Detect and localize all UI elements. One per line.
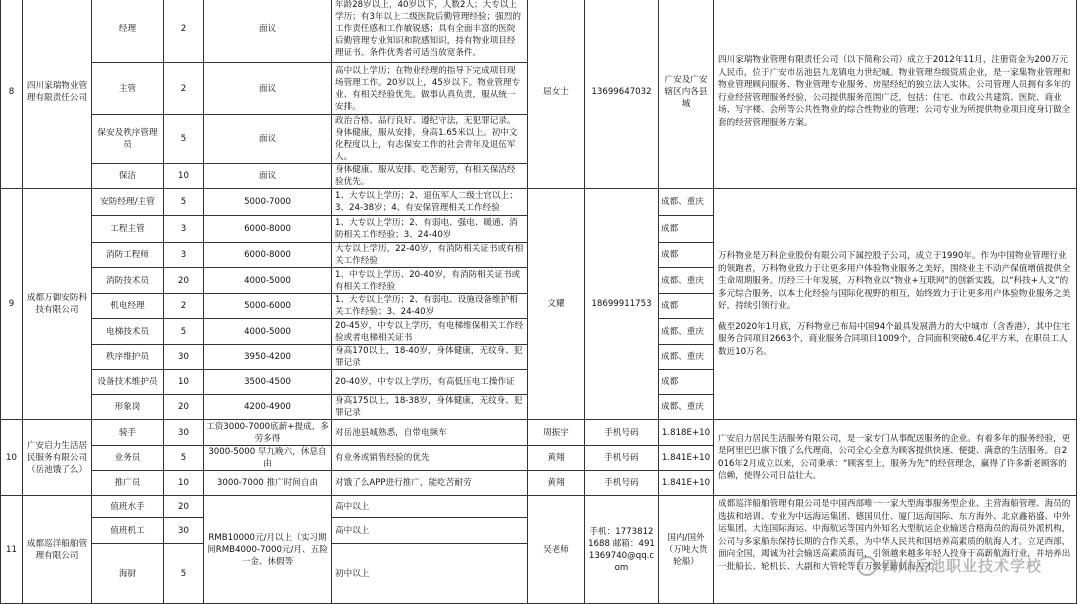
job-title: 消防工程师 (92, 243, 164, 268)
job-salary: 5000-7000 (204, 189, 332, 216)
company-name: 成都万御安防科技有限公司 (23, 189, 92, 420)
phone-number: 1.841E+10 (659, 471, 714, 496)
phone-number: 1.841E+10 (659, 446, 714, 471)
job-count: 2 (164, 294, 204, 319)
job-title: 工程主管 (92, 216, 164, 243)
table-row (1, 420, 1077, 446)
contact-phone: 手机号码 (585, 446, 659, 471)
job-count: 20 (164, 268, 204, 294)
job-title: 电梯技术员 (92, 319, 164, 345)
job-salary: 4000-5000 (204, 268, 332, 294)
contact-phone: 13699647032 (585, 0, 659, 189)
row-number: 10 (1, 420, 23, 496)
job-requirements: 年龄28岁以上，40岁以下，人数2人；大专以上学历；有3年以上二级医院后勤管理经验；强烈的工作责任感和工作敏锐感；具有全面丰富的医院后勤管理专业知识和院感知识，持有物业项目经理证书。条件优秀者可适当放宽条件。 (332, 0, 528, 63)
job-title: 秩序维护员 (92, 345, 164, 370)
job-count: 2 (164, 0, 204, 63)
job-title: 业务员 (92, 446, 164, 471)
job-count: 3 (164, 243, 204, 268)
job-salary: 3000-5000 早九晚六，休息自由 (204, 446, 332, 471)
work-city: 成都、重庆 (659, 189, 714, 216)
row-number: 11 (1, 496, 23, 604)
work-city: 成都、重庆 (659, 395, 714, 420)
job-requirements: 高中以上 (332, 518, 528, 544)
work-city: 成都 (659, 370, 714, 395)
company-name: 四川家瑞物业管理有限责任公司 (23, 0, 92, 189)
job-salary: 6000-8000 (204, 216, 332, 243)
table-row (1, 0, 1077, 63)
contact-phone: 手机号码 (585, 420, 659, 446)
job-title: 消防技术员 (92, 268, 164, 294)
job-requirements: 1、大专以上学历；2、有弱电、设施设备维护相关工作经验；3、24-40岁 (332, 294, 528, 319)
job-salary: 3950-4200 (204, 345, 332, 370)
job-salary: 3500-4500 (204, 370, 332, 395)
job-title: 设备技术维护员 (92, 370, 164, 395)
job-count: 30 (164, 345, 204, 370)
job-title: 主管 (92, 63, 164, 115)
job-salary: 5000-6000 (204, 294, 332, 319)
job-count: 10 (164, 471, 204, 496)
work-city: 成都、重庆 (659, 319, 714, 345)
row-number: 9 (1, 189, 23, 420)
contact-person: 屈女士 (528, 0, 585, 189)
job-title: 海厨 (92, 544, 164, 604)
company-name: 广安启力生活居民服务有限公司（岳池饿了么） (23, 420, 92, 496)
job-requirements: 20-40岁，中专以上学历，有高低压电工操作证 (332, 370, 528, 395)
job-title: 值班水手 (92, 496, 164, 518)
work-city: 成都、重庆 (659, 345, 714, 370)
job-salary: 4000-5000 (204, 319, 332, 345)
job-count: 10 (164, 164, 204, 189)
job-requirements: 有业务或销售经验的优先 (332, 446, 528, 471)
job-count: 30 (164, 518, 204, 544)
wechat-logo-icon (857, 556, 877, 576)
contact-person: 黄翔 (528, 446, 585, 471)
contact-phone: 手机号码 (585, 471, 659, 496)
work-city: 成都 (659, 243, 714, 268)
phone-number: 1.818E+10 (659, 420, 714, 446)
job-requirements: 高中以上学历；在物业经理的指导下完成项目现场管理工作。20岁以上，45岁以下。物业管理专业、有相关经验优先。做事认真负责，服从统一安排。 (332, 63, 528, 115)
job-count: 5 (164, 189, 204, 216)
job-requirements: 身高175以上，18-38岁，身体健康，无纹身、犯罪记录 (332, 395, 528, 420)
job-title: 机电经理 (92, 294, 164, 319)
job-salary: 工资3000-7000底薪+提成，多劳多得 (204, 420, 332, 446)
contact-person: 吴老师 (528, 496, 585, 604)
job-salary: 面议 (204, 0, 332, 63)
job-salary: 面议 (204, 115, 332, 164)
job-requirements: 大专以上学历，22-40岁，有消防相关证书或有相关工作经验 (332, 243, 528, 268)
row-number: 8 (1, 0, 23, 189)
job-requirements: 对岳池县城熟悉，自带电频车 (332, 420, 528, 446)
job-requirements: 对饿了么APP进行推广，能吃苦耐劳 (332, 471, 528, 496)
job-count: 2 (164, 63, 204, 115)
job-title: 安防经理/主管 (92, 189, 164, 216)
work-city: 成都、重庆 (659, 268, 714, 294)
table-row (1, 496, 1077, 518)
company-intro: 四川家瑞物业管理有限责任公司（以下简称公司）成立于2012年11月，注册资金为200万元人民币，位于广安市岳池县九龙镇电力世纪城。物业管理叁级资质企业，是一家集物业管理和物业管理顾问服务、物业管理专业服务、房屋经纪的独立法人实体。公司管理人员拥有多年的行业经营管理服务经验，公司提供服务范围广泛，包括：住宅、市政公共建筑、医院、商业场、写字楼、会所等公共性物业的综合性物业的管理；公司专业为所提供物业项目度身订做全套的经营管理服务方案。 (714, 0, 1077, 189)
company-intro: 成都巡洋船舶管理有限公司是中国西部唯一一家大型海事服务型企业、主营海船管理、海员的选拔和培训、专业为中远海运集团、德国贝仕、厦门远海国际、东方海外、北京鑫裕盛、中外运集团、大连国际海运、中海航运等国内外知名大型航运企业输送合格海员的海员外派机构，公司与多家船东保持长期的合作关系，为中华人民共和国培养高素质的航海人才。立足西部，面向全国，竭诚为社会输送高素质海员，引领越来越多年轻人投身于高薪航海行业，并培养出一批船长、轮机长、大副和大管轮等百万级年薪航海人才。 (714, 496, 1077, 604)
job-requirements: 身体健康、服从安排、吃苦耐劳，有相关保洁经验优先。 (332, 164, 528, 189)
job-requirements: 身高170以上，18-40岁，身体健康，无纹身、犯罪记录 (332, 345, 528, 370)
job-count: 5 (164, 544, 204, 604)
job-title: 经理 (92, 0, 164, 63)
job-count: 5 (164, 115, 204, 164)
job-requirements: 初中以上 (332, 544, 528, 604)
work-location: 广安及广安辖区内各县城 (659, 0, 714, 189)
job-requirements: 1、中专以上学历、20-40岁，有消防相关证书或有相关工作经验 (332, 268, 528, 294)
job-salary: 3000-7000 推广时间自由 (204, 471, 332, 496)
job-count: 5 (164, 319, 204, 345)
company-intro-part: 截至2020年1月底，万科物业已布局中国94个最具发展潜力的大中城市（含香港），其中住宅服务合同项目2663个，商业服务合同项目1009个，合同面积突破6.4亿平方米，在职员工人数近10万名。 (718, 321, 1070, 357)
job-salary: 6000-8000 (204, 243, 332, 268)
company-intro: 广安启力居民生活服务有限公司，是一家专门从事配送服务的企业。有着多年的服务经验，更是阿里巴巴旗下饿了么代理商，公司全心全意为顾客提供快速、便捷、满意的生活服务。自2016年2月成立以来，公司秉承：“顾客至上，服务为先”的经营理念，赢得了许多新老顾客的信赖，使得公司日益壮大。 (714, 420, 1077, 496)
contact-person: 周振宇 (528, 420, 585, 446)
company-intro-part: 万科物业是万科企业股份有限公司下属控股子公司，成立于1990年。作为中国物业管理行业的领跑者，万科物业致力于让更多用户体验物业服务之美好，围绕业主不动产保值增值提供全生命周期服务。历经三十年发展，万科物业以“物业+互联网”的创新实践，以“科技+人文”的多元综合服务，以本土化经验与国际化视野的相互，始终致力于让更多用户体验物业服务之美好，持续引领行业。 (718, 251, 1071, 311)
job-salary: 4200-4900 (204, 395, 332, 420)
watermark-text: 四川岳池职业技术学校 (881, 556, 1042, 575)
company-name: 成都巡洋船舶管理有限公司 (23, 496, 92, 604)
job-requirements: 政治合格、品行良好、遵纪守法，无犯罪记录。身体健康，服从安排，身高1.65米以上。初中文化程度以上，有志保安工作的社会青年及退伍军人。 (332, 115, 528, 164)
work-location: 国内/国外（万吨大货轮船） (659, 496, 714, 604)
job-salary: 面议 (204, 63, 332, 115)
job-salary: 面议 (204, 164, 332, 189)
contact-phone: 18699911753 (585, 189, 659, 420)
job-title: 形象岗 (92, 395, 164, 420)
job-requirements: 高中以上 (332, 496, 528, 518)
job-count: 10 (164, 370, 204, 395)
job-title: 骑手 (92, 420, 164, 446)
work-city: 成都 (659, 216, 714, 243)
job-count: 30 (164, 420, 204, 446)
contact-phone: 手机：17738121688 邮箱：4911369740@qq.com (585, 496, 659, 604)
job-requirements: 1、大专以上学历；2、有弱电、强电、暖通、消防相关工作经验；3、24-40岁 (332, 216, 528, 243)
job-title: 推广员 (92, 471, 164, 496)
job-salary: RMB10000元/月以上（实习期间RMB4000-7000元/月、五险一金、休假等 (204, 496, 332, 604)
contact-person: 黄翔 (528, 471, 585, 496)
job-count: 5 (164, 446, 204, 471)
job-title: 值班机工 (92, 518, 164, 544)
contact-person: 文耀 (528, 189, 585, 420)
table-row (1, 189, 1077, 216)
job-title: 保安及秩序管理员 (92, 115, 164, 164)
company-intro (714, 189, 1077, 420)
work-city: 成都 (659, 294, 714, 319)
job-title: 保洁 (92, 164, 164, 189)
job-requirements: 20-45岁，中专以上学历，有电梯维保相关工作经验或者电梯相关证书 (332, 319, 528, 345)
job-count: 20 (164, 496, 204, 518)
job-count: 20 (164, 395, 204, 420)
watermark (857, 555, 1042, 577)
job-requirements: 1、大专以上学历；2、退伍军人二级士官以上；3、24-38岁；4、有安保管理相关工作经验 (332, 189, 528, 216)
job-count: 3 (164, 216, 204, 243)
